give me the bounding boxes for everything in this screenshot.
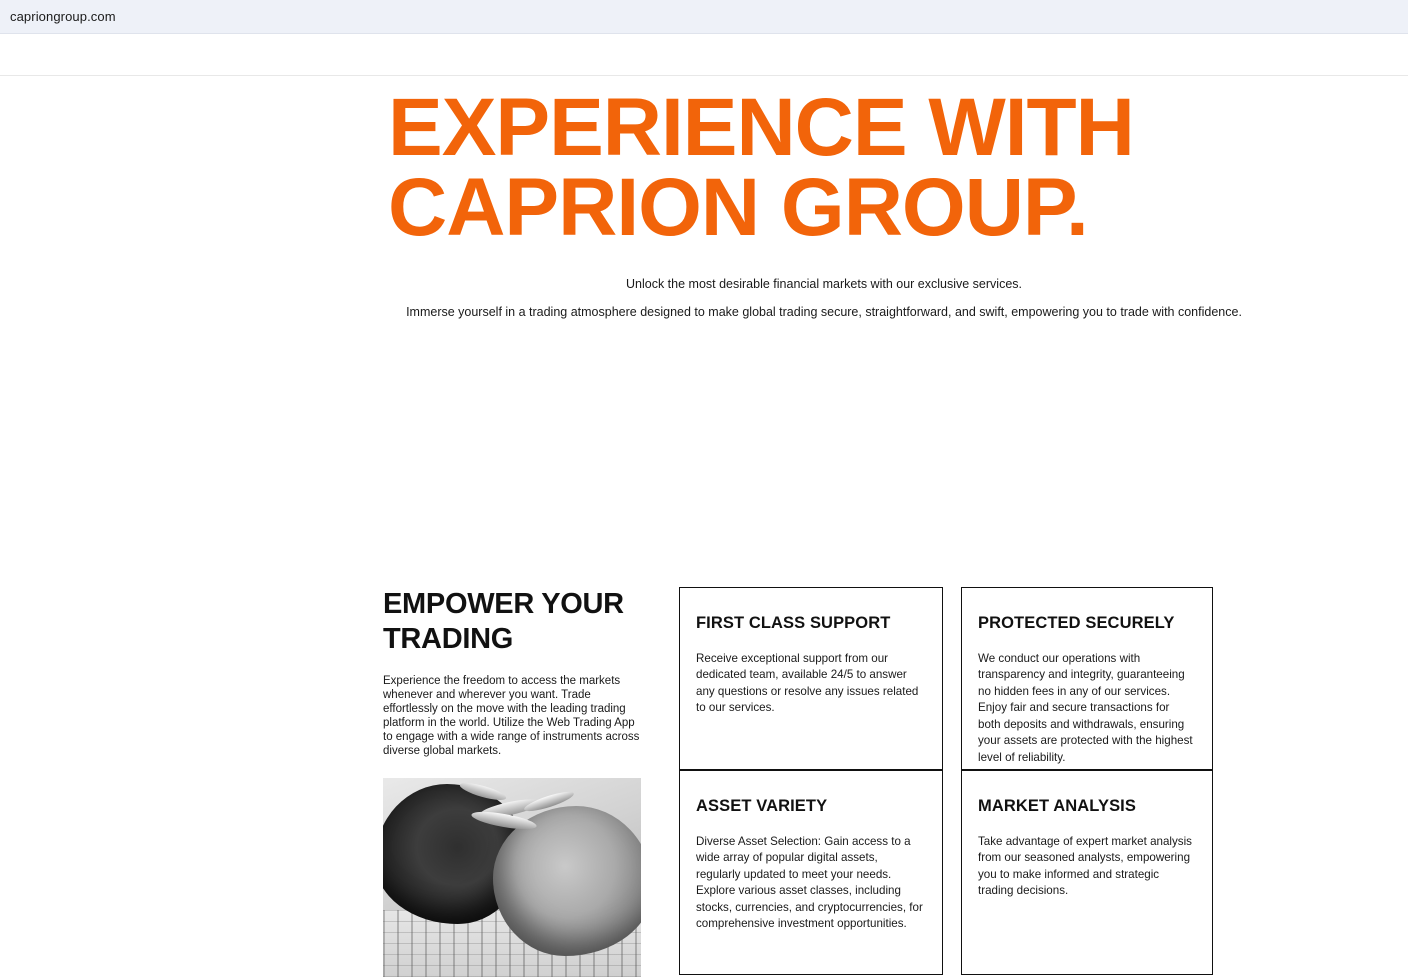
features-section [383, 587, 1213, 975]
feature-card-body: Receive exceptional support from our dedicated team, available 24/5 to answer any questions or resolve any issues related to our services. [696, 652, 919, 715]
feature-card-body: Diverse Asset Selection: Gain access to a wide array of popular digital assets, regularly updated to meet your needs. Explore various asset classes, including stocks, currencies, and cryptocurrencies, for comprehensive investment opportunities. [696, 835, 923, 931]
features-image-cell [383, 770, 661, 975]
bulls-image [383, 778, 641, 977]
feature-card-title: ASSET VARIETY [696, 797, 828, 815]
browser-address-bar[interactable] [0, 0, 1408, 34]
feature-card-title: MARKET ANALYSIS [978, 797, 1136, 815]
feature-card-protected-securely [961, 587, 1213, 770]
feature-card-title: PROTECTED SECURELY [978, 614, 1175, 632]
feature-card-asset-variety [679, 770, 943, 975]
browser-toolbar-strip [0, 34, 1408, 76]
hero-subtitle-2: Immerse yourself in a trading atmosphere designed to make global trading secure, straightforward, and swift, empowering you to trade with confidence. [406, 304, 1242, 319]
url-text[interactable]: capriongroup.com [10, 9, 116, 24]
features-grid [383, 587, 1213, 975]
feature-card-body: Take advantage of expert market analysis from our seasoned analysts, empowering you to make informed and strategic trading decisions. [978, 835, 1192, 898]
section-title: EMPOWER YOUR TRADING [383, 588, 624, 656]
hero-section [0, 76, 1408, 319]
feature-card-market-analysis [961, 770, 1213, 975]
hero-subtitle-1: Unlock the most desirable financial markets with our exclusive services. [626, 276, 1022, 291]
feature-card-first-class-support [679, 587, 943, 770]
feature-card-body: We conduct our operations with transparency and integrity, guaranteeing no hidden fees in any of our services. Enjoy fair and secure transactions for both deposits and withdrawals, ensuring your assets are protected with the highest level of reliability. [978, 652, 1193, 764]
page-content [0, 76, 1408, 977]
feature-card-title: FIRST CLASS SUPPORT [696, 614, 891, 632]
features-intro [383, 587, 661, 770]
page-title: EXPERIENCE WITH CAPRION GROUP. [388, 82, 1134, 254]
section-body: Experience the freedom to access the markets whenever and wherever you want. Trade effortlessly on the move with the leading trading platform in the world. Utilize the Web Trading App to engage with a wide range of instruments across diverse global markets. [383, 674, 640, 757]
